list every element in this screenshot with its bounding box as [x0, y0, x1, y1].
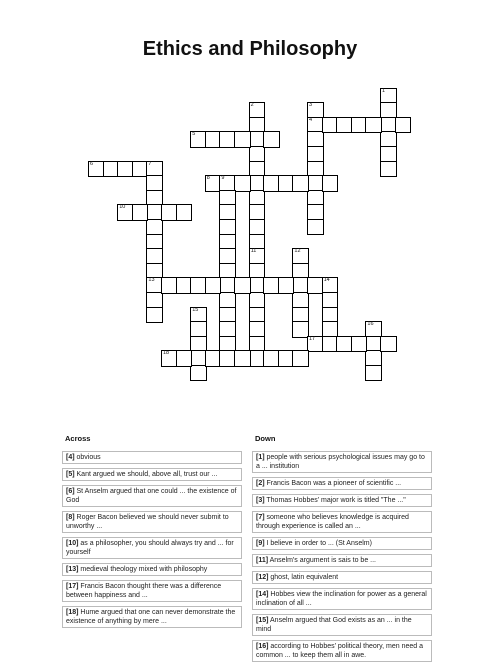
across-clue [62, 606, 242, 628]
cell-number: 14 [323, 277, 330, 284]
cell-number: 18 [163, 350, 170, 357]
cell-number: 6 [90, 160, 94, 167]
grid-cell[interactable] [176, 204, 193, 221]
cell-number: 16 [367, 321, 374, 328]
clue-text: people with serious psychological issues may go to a ... institution [256, 454, 425, 470]
down-clue [252, 614, 432, 636]
clue-text: I believe in order to ... (St Anselm) [264, 540, 372, 547]
grid-cell[interactable] [292, 175, 309, 192]
clue-text: someone who believes knowledge is acquired through experience is called an ... [256, 514, 409, 530]
clue-number: [7] [256, 514, 265, 521]
grid-cell[interactable] [351, 336, 368, 353]
grid-cell[interactable] [292, 350, 309, 367]
grid-cell[interactable] [234, 175, 251, 192]
clue-text: Francis Bacon was a pioneer of scientific ... [264, 480, 402, 487]
puzzle-title: Ethics and Philosophy [142, 38, 358, 60]
cell-number: 11 [250, 248, 257, 255]
down-clue [252, 511, 432, 533]
clue-number: [3] [256, 497, 265, 504]
clue-text: medieval theology mixed with philosophy [78, 566, 208, 573]
grid-cell[interactable] [365, 365, 382, 382]
grid-cell[interactable] [365, 117, 382, 134]
clue-number: [13] [66, 566, 79, 573]
clue-text: Hume argued that one can never demonstrate the existence of anything by mere ... [66, 609, 236, 625]
cell-number: 15 [192, 306, 199, 313]
clue-text: as a philosopher, you should always try and ... for yourself [66, 540, 234, 556]
cell-number: 5 [192, 131, 196, 138]
clue-number: [9] [256, 540, 265, 547]
down-clue-list [252, 451, 432, 666]
across-clue-list [62, 451, 242, 632]
cell-number: 12 [294, 248, 301, 255]
cell-number: 13 [148, 277, 155, 284]
clue-number: [8] [66, 514, 75, 521]
across-clue [62, 485, 242, 507]
grid-cell[interactable] [278, 277, 295, 294]
across-clue [62, 537, 242, 559]
down-clue [252, 640, 432, 662]
grid-cell[interactable] [380, 161, 397, 178]
clue-number: [12] [256, 574, 269, 581]
clue-text: according to Hobbes' political theory, men need a common ... to keep them all in awe. [256, 643, 423, 659]
clue-number: [17] [66, 583, 79, 590]
clue-text: St Anselm argued that one could ... the existence of God [66, 488, 237, 504]
clue-number: [10] [66, 540, 79, 547]
clue-text: Thomas Hobbes' major work is titled "The ..." [264, 497, 406, 504]
grid-cell[interactable] [395, 117, 412, 134]
down-clue [252, 477, 432, 490]
grid-cell[interactable] [322, 175, 339, 192]
clue-number: [15] [256, 617, 269, 624]
clue-number: [16] [256, 643, 269, 650]
clue-number: [1] [256, 454, 265, 461]
down-clue [252, 451, 432, 473]
across-heading: Across [65, 434, 91, 443]
clue-text: Francis Bacon thought there was a difference between happiness and ... [66, 583, 222, 599]
grid-cell[interactable] [307, 219, 324, 236]
clue-text: Roger Bacon believed we should never submit to unworthy ... [66, 514, 229, 530]
down-clue [252, 537, 432, 550]
clue-text: Kant argued we should, above all, trust our ... [74, 471, 218, 478]
clue-text: Anselm's argument is sais to be ... [268, 557, 377, 564]
clue-number: [4] [66, 454, 75, 461]
clue-text: Hobbes view the inclination for power as a general inclination of all ... [256, 591, 427, 607]
cell-number: 1 [382, 87, 386, 94]
cell-number: 17 [309, 335, 316, 342]
clue-number: [14] [256, 591, 269, 598]
across-clue [62, 563, 242, 576]
across-clue [62, 511, 242, 533]
clue-number: [6] [66, 488, 75, 495]
clue-text: Anselm argued that God exists as an ... in the mind [256, 617, 412, 633]
cell-number: 8 [206, 175, 210, 182]
grid-cell[interactable] [234, 350, 251, 367]
clue-number: [5] [66, 471, 75, 478]
down-clue [252, 571, 432, 584]
grid-cell[interactable] [234, 131, 251, 148]
down-clue [252, 494, 432, 507]
grid-cell[interactable] [380, 336, 397, 353]
clue-number: [11] [256, 557, 269, 564]
across-clue [62, 468, 242, 481]
grid-cell[interactable] [146, 307, 163, 324]
down-heading: Down [255, 434, 276, 443]
down-clue [252, 554, 432, 567]
clue-text: ghost, latin equivalent [268, 574, 339, 581]
cell-number: 7 [148, 160, 152, 167]
clue-number: [2] [256, 480, 265, 487]
cell-number: 2 [250, 102, 254, 109]
grid-cell[interactable] [234, 277, 251, 294]
across-clue [62, 580, 242, 602]
clue-number: [18] [66, 609, 79, 616]
cell-number: 3 [309, 102, 313, 109]
grid-cell[interactable] [263, 131, 280, 148]
grid-cell[interactable] [132, 204, 149, 221]
clue-text: obvious [74, 454, 101, 461]
cell-number: 9 [221, 175, 225, 182]
cell-number: 4 [309, 116, 313, 123]
grid-cell[interactable] [176, 350, 193, 367]
cell-number: 10 [119, 204, 126, 211]
grid-cell[interactable] [205, 277, 222, 294]
down-clue [252, 588, 432, 610]
across-clue [62, 451, 242, 464]
grid-cell[interactable] [190, 365, 207, 382]
